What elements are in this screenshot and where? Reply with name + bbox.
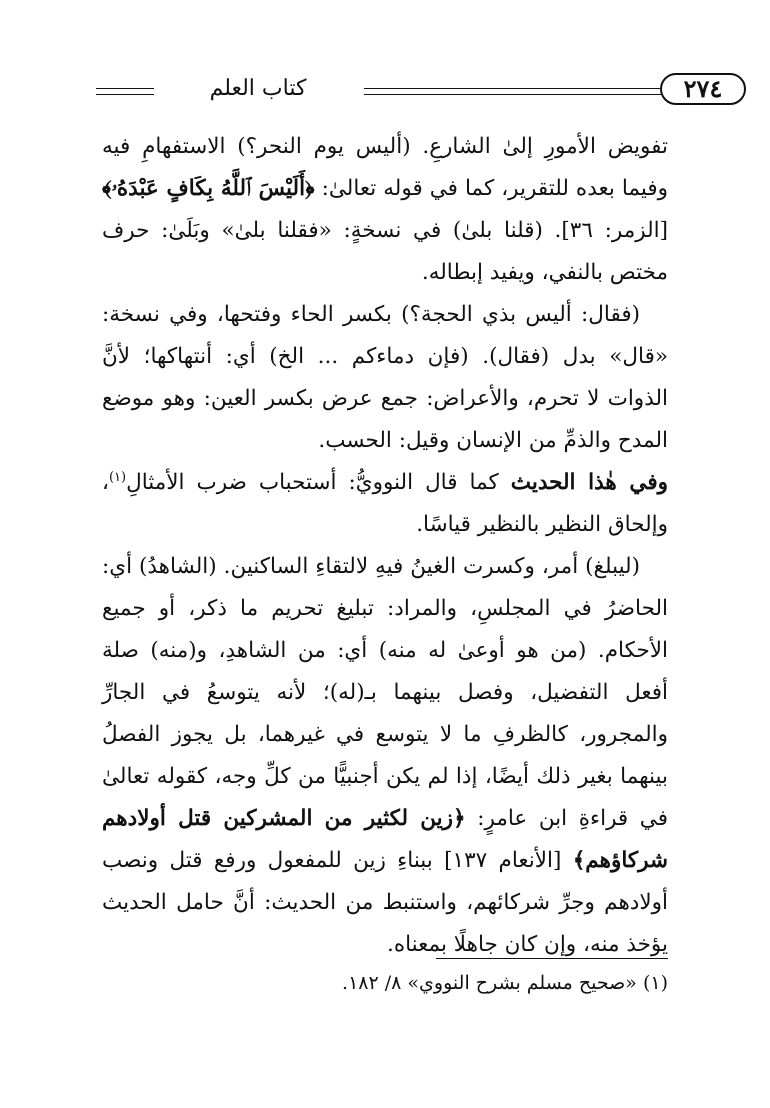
paragraph-3-text-a: كما قال النوويُّ: أستحباب ضرب الأمثالِ xyxy=(126,470,511,495)
paragraph-3-text-b: ، وإلحاق النظير بالنظير قياسًا. xyxy=(102,470,668,537)
header-rule-left-bottom xyxy=(96,94,154,95)
paragraph-1-text-b: [الزمر: ٣٦]. (قلنا بلىٰ) في نسخةٍ: «فقلنا بلىٰ» وبَلَىٰ: حرف مختص بالنفي، ويفيد إبطاله. xyxy=(102,218,669,285)
paragraph-1 xyxy=(102,126,668,294)
footnote-1: (١) «صحيح مسلم بشرح النووي» ٨/ ١٨٢. xyxy=(342,972,668,994)
paragraph-3-lead: وفي هٰذا الحديث xyxy=(510,470,668,495)
running-header xyxy=(96,72,723,112)
running-title: كتاب العلم xyxy=(209,76,307,101)
paragraph-4-text-b: [الأنعام ١٣٧] ببناءِ زين للمفعول ورفع قتل ونصب أولادهم وجرِّ شركائهم، واستنبط من الحديث: أنَّ حامل الحديث يؤخذ منه، وإن كان جاهلًا بمعناه. xyxy=(102,848,668,957)
header-rule-right-top xyxy=(364,88,664,89)
paragraph-2: (فقال: أليس بذي الحجة؟) بكسر الحاء وفتحها، وفي نسخة: «قال» بدل (فقال). (فإن دماءكم ... الخ) أي: أنتهاكها؛ لأنَّ الذوات لا تحرم، والأعراض: جمع عرض بكسر العين: وهو موضع المدح والذمِّ من الإنسان وقيل: الحسب. xyxy=(102,302,668,453)
footnote-separator xyxy=(436,958,668,959)
header-rule-right-bottom xyxy=(364,94,664,95)
paragraph-1-text-a: تفويض الأمورِ إلىٰ الشارعِ. (أليس يوم النحر؟) الاستفهامِ فيه وفيما بعده للتقرير، كما في قوله تعالىٰ: xyxy=(102,134,668,201)
quran-verse-zumar: ﴿أَلَيْسَ ٱللَّهُ بِكَافٍ عَبْدَهُۥ﴾ xyxy=(102,176,315,201)
header-rule-left-top xyxy=(96,88,154,89)
main-text xyxy=(102,126,668,966)
paragraph-4-text-a: (ليبلغ) أمر، وكسرت الغينُ فيهِ لالتقاءِ الساكنين. (الشاهدُ) أي: الحاضرُ في المجلسِ، والمراد: تبليغ تحريم ما ذكر، أو جميع الأحكام. (من هو أوعىٰ له منه) أي: من الشاهدِ، و(منه) صلة أفعل التفضيل، وفصل بينهما بـ(له)؛ لأنه يتوسعُ في الجارِّ والمجرور، كالظرفِ ما لا يتوسع في غيرهما، بل يجوز الفصلُ بينهما بغير ذلك أيضًا، إذا لم يكن أجنبيًّا من كلِّ وجه، كقوله تعالىٰ في قراءةِ ابن عامرٍ: xyxy=(102,554,668,831)
paragraph-3 xyxy=(102,462,668,546)
paragraph-4 xyxy=(102,546,668,966)
page-number: ٢٧٤ xyxy=(660,73,746,105)
footnote-marker: (١) xyxy=(108,469,127,485)
quran-verse-anam: ﴿زين لكثير من المشركين قتل أولادهم شركاؤهم﴾ xyxy=(102,806,668,873)
